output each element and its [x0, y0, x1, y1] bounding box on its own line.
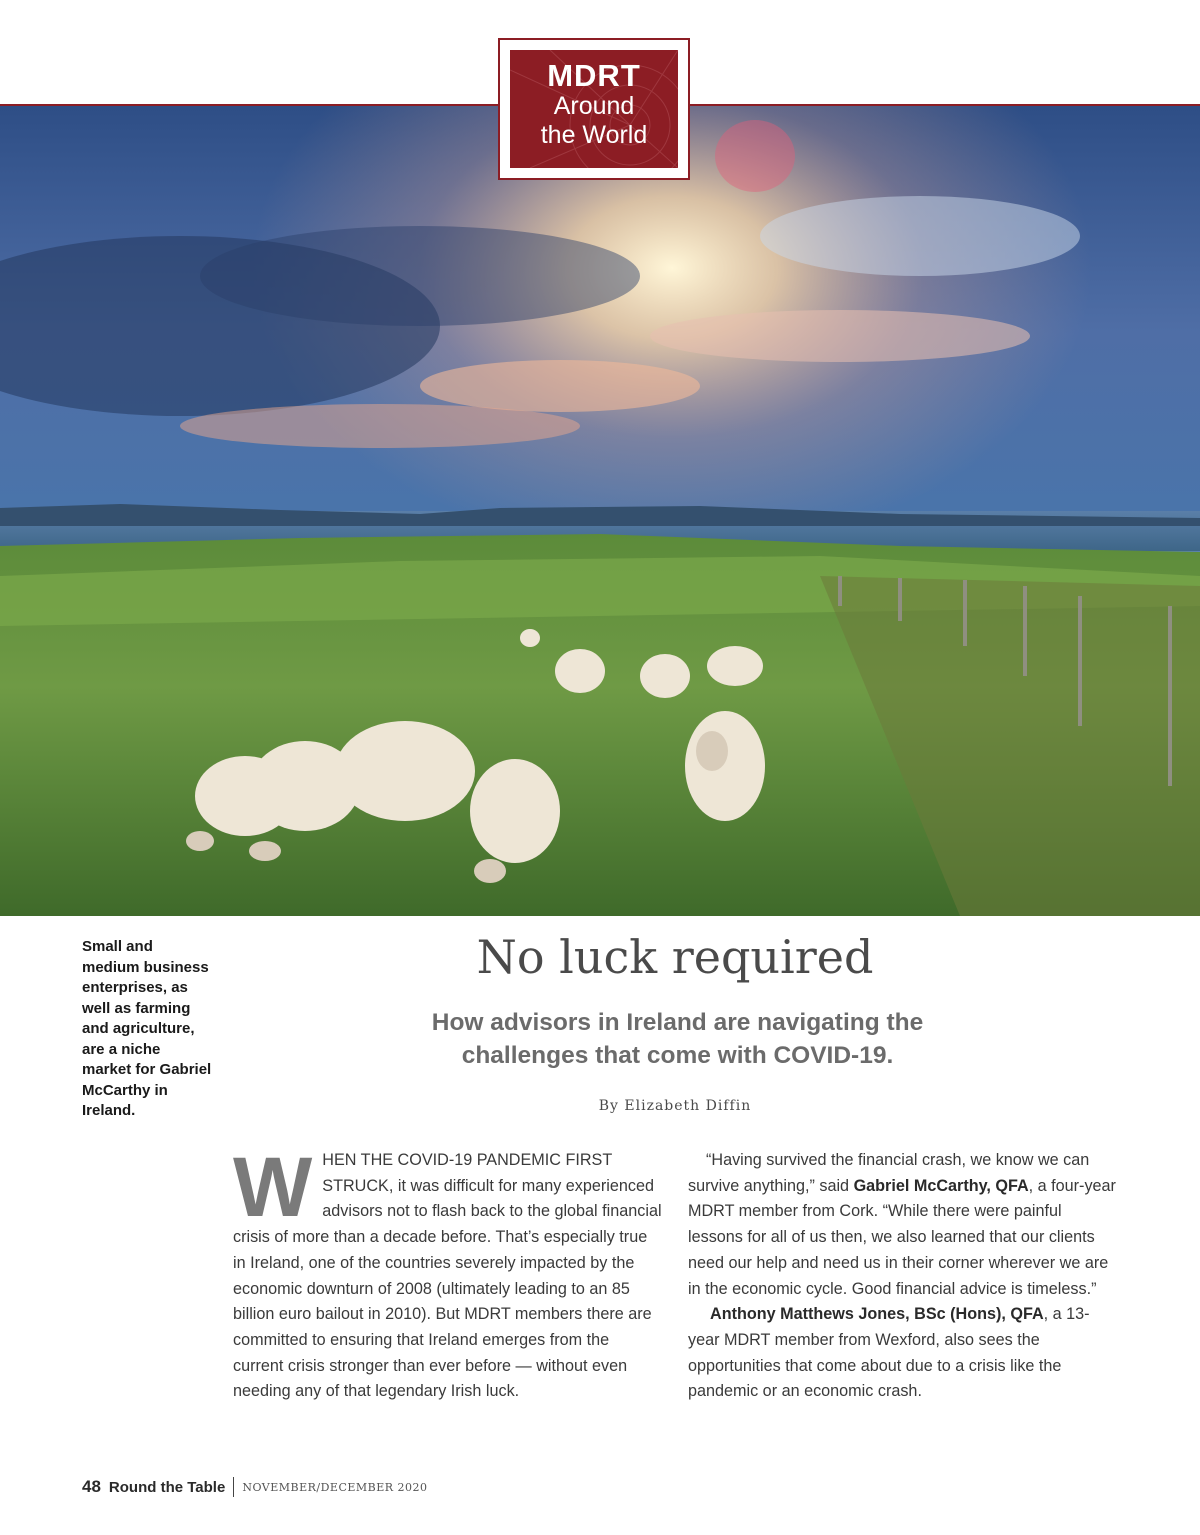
- article-headline: No luck required: [476, 930, 874, 984]
- sheep-pasture-photo-icon: [0, 106, 1200, 916]
- section-badge: [498, 38, 690, 180]
- page-number: 48: [82, 1477, 101, 1496]
- badge-panel: [510, 50, 678, 168]
- lead-in: HEN THE COVID-19 PANDEMIC FIRST STRUCK,: [322, 1151, 612, 1195]
- paragraph: [688, 1148, 1118, 1302]
- drop-cap: W: [233, 1140, 313, 1234]
- article-subheadline: [330, 1006, 1025, 1072]
- badge-title: MDRT: [547, 58, 641, 93]
- photo-caption: Small and medium business enterprises, as well as farming and agriculture, are a niche market for Gabriel McCarthy in Ireland.: [82, 938, 212, 1119]
- hero-photo: [0, 106, 1200, 916]
- person-name: Anthony Matthews Jones, BSc (Hons), QFA: [710, 1305, 1044, 1324]
- badge-subtitle-line2: the World: [540, 121, 648, 149]
- article-column-right: [688, 1148, 1118, 1405]
- issue-date: NOVEMBER/DECEMBER 2020: [242, 1480, 428, 1494]
- subheadline-line1: How advisors in Ireland are navigating the: [431, 1009, 924, 1036]
- person-name: Gabriel McCarthy, QFA: [853, 1176, 1029, 1195]
- paragraph: [688, 1302, 1118, 1405]
- article-column-left: [233, 1140, 663, 1405]
- paragraph-text: , a four-year MDRT member from Cork. “While there were painful lessons for all of us then, we also learned that our clients need our help and need us in their corner wherever we are in the economic cycle. Good financial advice is timeless.”: [688, 1176, 1116, 1298]
- article-byline: By Elizabeth Diffin: [598, 1098, 752, 1114]
- footer-divider: [233, 1477, 234, 1497]
- badge-subtitle-line1: Around: [553, 92, 635, 120]
- paragraph: [233, 1140, 663, 1405]
- paragraph-text: it was difficult for many experienced advisors not to flash back to the global financial crisis of more than a decade before. That’s especially true in Ireland, one of the countries severely impacted by the economic downturn of 2008 (ultimately leading to an 85 billion euro bailout in 2010). But MDRT members there are committed to ensuring that Ireland emerges from the current crisis stronger than ever before — without even needing any of that legendary Irish luck.: [233, 1176, 662, 1401]
- subheadline-line2: challenges that come with COVID-19.: [461, 1042, 894, 1069]
- page-footer: [82, 1476, 428, 1498]
- paragraph-text: , a 13-year MDRT member from Wexford, also sees the opportunities that come about due to a crisis like the pandemic or an economic crash.: [688, 1305, 1090, 1401]
- paragraph-text: “Having survived the financial crash, we know we can survive anything,” said: [688, 1151, 1090, 1195]
- magazine-title: Round the Table: [108, 1478, 226, 1496]
